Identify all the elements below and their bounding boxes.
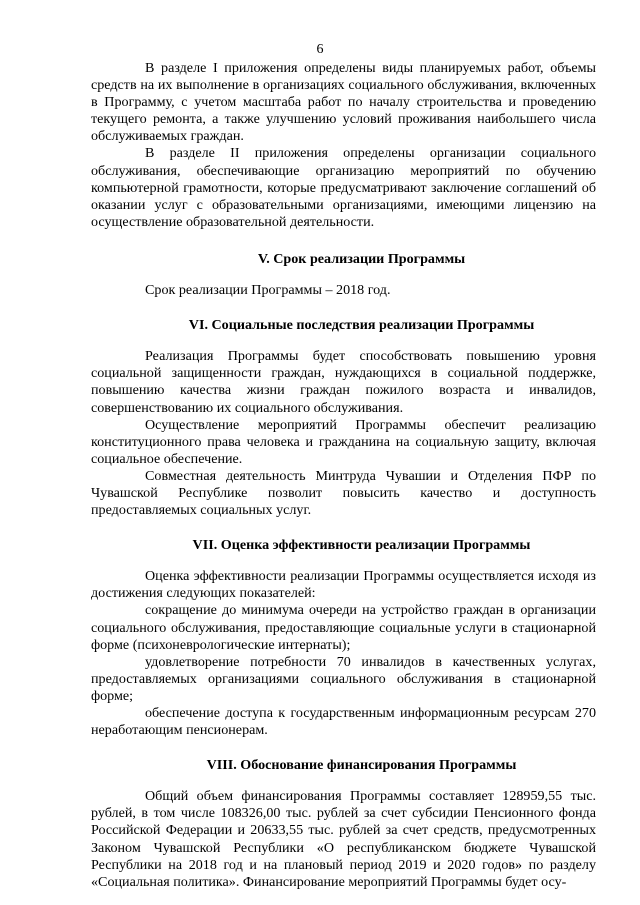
section-5-heading: V. Срок реализации Программы	[257, 250, 466, 267]
paragraph: Реализация Программы будет способствовать повышению уровня социальной защищенности граждан, нуждающихся в социальной поддержке, повышению качества жизни граждан пожилого возраста и инвалидов, совершенствованию их социального обслуживания.	[91, 348, 596, 416]
section-8-heading: VIII. Обоснование финансирования Программы	[206, 757, 517, 774]
paragraph: В разделе II приложения определены организации социального обслуживания, обеспечивающие организацию мероприятий по обучению компьютерной грамотности, которые предусматривают заключение соглашений об оказании услуг с образовательными организациями, имеющими лицензию на осуществление образовательной деятельности.	[91, 145, 596, 230]
document-body	[91, 60, 596, 891]
paragraph: Срок реализации Программы – 2018 год.	[145, 282, 391, 299]
paragraph: В разделе I приложения определены виды планируемых работ, объемы средств на их выполнение в организациях социального обслуживания, включенных в Программу, с учетом масштаба работ по началу строительства и проведению текущего ремонта, а также улучшению условий проживания наибольшего числа обслуживаемых граждан.	[91, 60, 596, 145]
paragraph: Общий объем финансирования Программы составляет 128959,55 тыс. рублей, в том числе 108326,00 тыс. рублей за счет субсидии Пенсионного фонда Российской Федерации и 20633,55 тыс. рублей за счет средств, предусмотренных Законом Чувашской Республики «О республиканском бюджете Чувашской Республики на 2018 год и на плановый период 2019 и 2020 годов» по разделу «Социальная политика». Финансирование мероприятий Программы будет осу-	[91, 788, 596, 890]
section-7-heading: VII. Оценка эффективности реализации Программы	[192, 537, 531, 554]
section-6-heading: VI. Социальные последствия реализации Программы	[188, 317, 535, 334]
paragraph: Осуществление мероприятий Программы обеспечит реализацию конституционного права человека и гражданина на социальную защиту, включая социальное обеспечение.	[91, 416, 596, 467]
page-number: 6	[316, 42, 324, 57]
paragraph: Оценка эффективности реализации Программы осуществляется исходя из достижения следующих показателей:	[91, 568, 596, 602]
list-item: обеспечение доступа к государственным информационным ресурсам 270 неработающим пенсионерам.	[91, 705, 596, 739]
list-item: удовлетворение потребности 70 инвалидов в качественных услугах, предоставляемых организациями социального обслуживания в стационарной форме;	[91, 653, 596, 704]
list-item: сокращение до минимума очереди на устройство граждан в организации социального обслуживания, предоставляющие социальные услуги в стационарной форме (психоневрологические интернаты);	[91, 602, 596, 653]
paragraph: Совместная деятельность Минтруда Чувашии и Отделения ПФР по Чувашской Республике позволит повысить качество и доступность предоставляемых социальных услуг.	[91, 467, 596, 519]
